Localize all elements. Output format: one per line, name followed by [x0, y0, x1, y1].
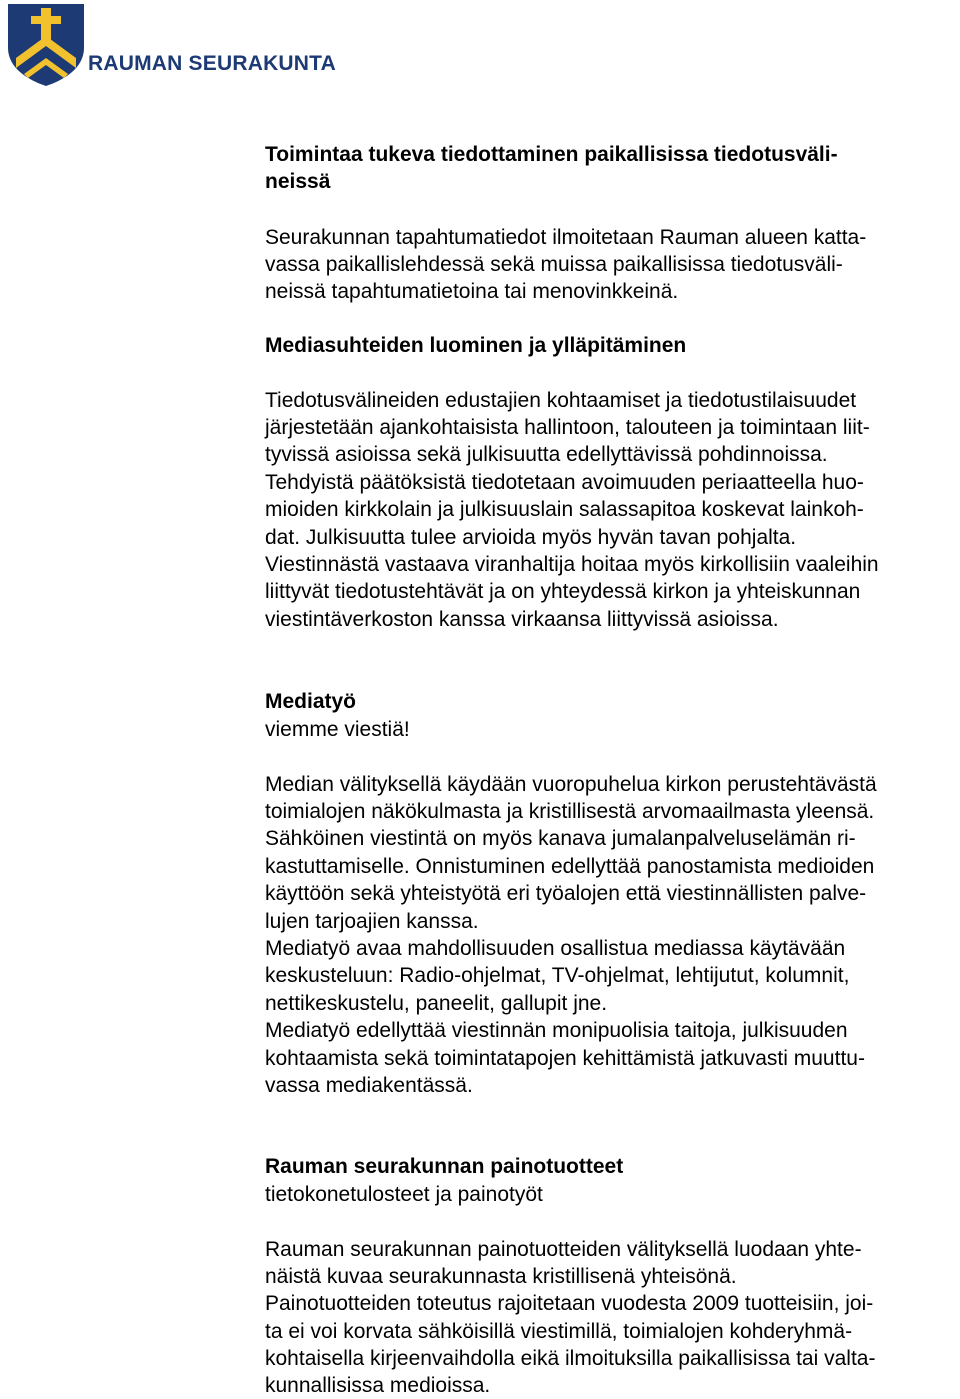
paragraph-line: kunnallisissa medioissa.: [265, 1374, 491, 1397]
paragraph-line: Tiedotusvälineiden edustajien kohtaamiset ja tiedotustilaisuudet: [265, 389, 857, 412]
section-title: Mediasuhteiden luominen ja ylläpitäminen: [265, 334, 687, 357]
paragraph-line: Rauman seurakunnan painotuotteiden välityksellä luodaan yhte-: [265, 1238, 862, 1261]
paragraph-line: mioiden kirkkolain ja julkisuuslain salassapitoa koskevat lainkoh-: [265, 498, 864, 521]
section-title: Rauman seurakunnan painotuotteet: [265, 1155, 624, 1178]
paragraph-line: Mediatyö avaa mahdollisuuden osallistua mediassa käytävään: [265, 937, 846, 960]
paragraph-line: Viestinnästä vastaava viranhaltija hoitaa myös kirkollisiin vaaleihin: [265, 553, 879, 576]
organization-name: RAUMAN SEURAKUNTA: [88, 52, 336, 75]
paragraph-line: tyvissä asioissa sekä julkisuutta edellyttävissä pohdinnoissa.: [265, 443, 828, 466]
paragraph-line: ta ei voi korvata sähköisillä viestimillä, toimialojen kohderyhmä-: [265, 1320, 853, 1343]
section-subtitle: tietokonetulosteet ja painotyöt: [265, 1183, 543, 1206]
paragraph-line: järjestetään ajankohtaisista hallintoon, talouteen ja toimintaan liit-: [265, 416, 870, 439]
paragraph-line: dat. Julkisuutta tulee arvioida myös hyvän tavan pohjalta.: [265, 526, 797, 549]
paragraph-line: neissä tapahtumatietoina tai menovinkkeinä.: [265, 280, 679, 303]
paragraph-line: Seurakunnan tapahtumatiedot ilmoitetaan Rauman alueen katta-: [265, 226, 867, 249]
paragraph-line: Sähköinen viestintä on myös kanava jumalanpalveluselämän ri-: [265, 827, 856, 850]
section-subtitle: viemme viestiä!: [265, 718, 410, 741]
paragraph-line: Tehdyistä päätöksistä tiedotetaan avoimuuden periaatteella huo-: [265, 471, 864, 494]
section-title: Mediatyö: [265, 690, 357, 713]
paragraph-line: kohtaamista sekä toimintatapojen kehittämistä jatkuvasti muuttu-: [265, 1047, 865, 1070]
paragraph-line: kastuttamiselle. Onnistuminen edellyttää panostamista medioiden: [265, 855, 875, 878]
paragraph-line: lujen tarjoajien kanssa.: [265, 910, 479, 933]
paragraph-line: kohtaisella kirjeenvaihdolla eikä ilmoituksilla paikallisissa tai valta-: [265, 1347, 876, 1370]
paragraph-line: liittyvät tiedotustehtävät ja on yhteydessä kirkon ja yhteiskunnan: [265, 580, 861, 603]
paragraph-line: Painotuotteiden toteutus rajoitetaan vuodesta 2009 tuotteisiin, joi-: [265, 1292, 874, 1315]
section-title: Toimintaa tukeva tiedottaminen paikallisissa tiedotusväli-: [265, 143, 838, 166]
section-title: neissä: [265, 170, 331, 193]
paragraph-line: keskusteluun: Radio-ohjelmat, TV-ohjelmat, lehtijutut, kolumnit,: [265, 964, 850, 987]
church-cross-shield-icon: [6, 2, 86, 88]
paragraph-line: Median välityksellä käydään vuoropuhelua kirkon perustehtävästä: [265, 773, 877, 796]
paragraph-line: toimialojen näkökulmasta ja kristillisestä arvomaailmasta yleensä.: [265, 800, 875, 823]
paragraph-line: nettikeskustelu, paneelit, gallupit jne.: [265, 992, 608, 1015]
paragraph-line: näistä kuvaa seurakunnasta kristillisenä yhteisönä.: [265, 1265, 737, 1288]
paragraph-line: Mediatyö edellyttää viestinnän monipuolisia taitoja, julkisuuden: [265, 1019, 848, 1042]
paragraph-line: vassa paikallislehdessä sekä muissa paikallisissa tiedotusväli-: [265, 253, 843, 276]
paragraph-line: vassa mediakentässä.: [265, 1074, 473, 1097]
paragraph-line: käyttöön sekä yhteistyötä eri työalojen että viestinnällisten palve-: [265, 882, 867, 905]
paragraph-line: viestintäverkoston kanssa virkaansa liittyvissä asioissa.: [265, 608, 779, 631]
